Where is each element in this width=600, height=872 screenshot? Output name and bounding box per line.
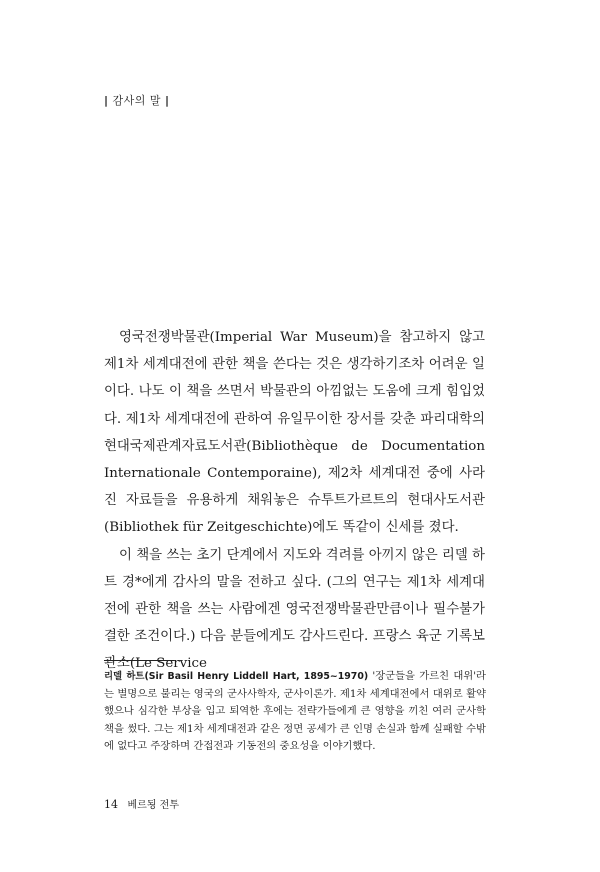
body-text [104,324,485,678]
running-header [104,92,170,108]
page-number: 14 [104,798,118,811]
page-footer [104,796,179,811]
header-bar-right: | [165,94,170,107]
footnote-text: '장군들을 가르친 대위'라는 별명으로 불리는 영국의 군사사학자, 군사이론가. 제1차 세계대전에서 대위로 활약했으나 심각한 부상을 입고 퇴역한 후에는 전략가들에게 큰 영향을 끼친 여러 군사학 책을 썼다. 그는 제1차 세계대전과 같은 정면 공세가 큰 인명 손실과 함께 실패할 수밖에 없다고 주장하며 간접전과 기동전의 중요성을 이야기했다. [104,670,486,752]
header-bar-left: | [104,94,109,107]
paragraph: 영국전쟁박물관(Imperial War Museum)을 참고하지 않고 제1차 세계대전에 관한 책을 쓴다는 것은 생각하기조차 어려운 일이다. 나도 이 책을 쓰면서 박물관의 아낌없는 도움에 크게 힘입었다. 제1차 세계대전에 관하여 유일무이한 장서를 갖춘 파리대학의 현대국제관계자료도서관(Bibliothèque de Documentation Internationale Contemporaine), 제2차 세계대전 중에 사라진 자료들을 유용하게 채워놓은 슈투트가르트의 현대사도서관(Bibliothek für Zeitgeschichte)에도 똑같이 신세를 졌다. [104,330,485,536]
section-title: 감사의 말 [112,94,162,107]
paragraph: 이 책을 쓰는 초기 단계에서 지도와 격려를 아끼지 않은 리델 하트 경*에게 감사의 말을 전하고 싶다. (그의 연구는 제1차 세계대전에 관한 책을 쓰는 사람에겐 영국전쟁박물관만큼이나 필수불가결한 조건이다.) 다음 분들에게도 감사드린다. 프랑스 육군 기록보관소(Le Service [104,547,485,672]
footnote-divider [104,660,174,661]
footnote-term: 리델 하트(Sir Basil Henry Liddell Hart, 1895~1970) [104,671,369,682]
book-title: 베르됭 전투 [127,800,179,811]
footnote [104,668,486,756]
